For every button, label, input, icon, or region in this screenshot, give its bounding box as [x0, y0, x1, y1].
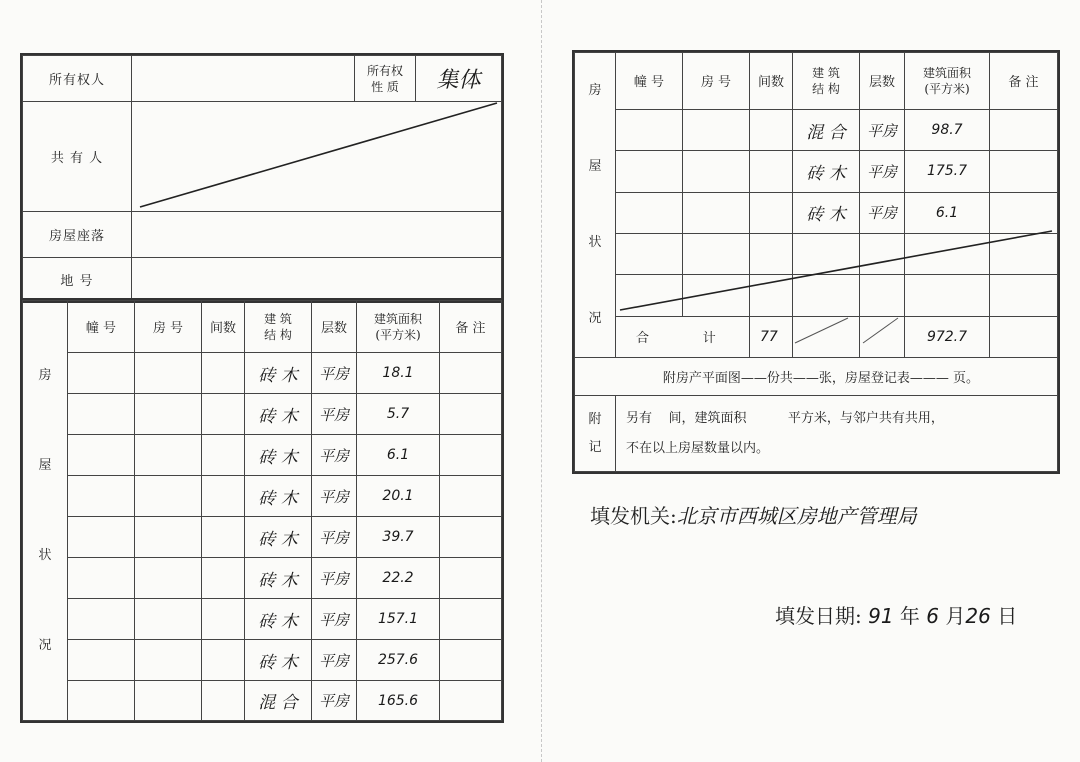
right-section-char: 状	[588, 235, 602, 250]
table-row	[23, 394, 502, 435]
table-row	[23, 558, 502, 599]
left-house-table	[22, 300, 502, 721]
issuer-label: 填发机关:	[590, 504, 677, 528]
date-day-unit: 日	[997, 604, 1018, 628]
header-area-line1: 建筑面积	[922, 65, 971, 80]
row-structure: 砖 木	[245, 476, 312, 517]
total-floors-cell	[860, 316, 905, 357]
left-section-char: 状	[38, 547, 52, 563]
row-structure: 砖 木	[245, 394, 312, 435]
notes-line-1: 另有 间，建筑面积 平方米，与邻户共有共用，	[626, 410, 944, 426]
row-structure: 砖 木	[245, 435, 312, 476]
row-structure: 砖 木	[245, 599, 312, 640]
header-area-line1: 建筑面积	[373, 311, 422, 326]
row-floors: 平房	[860, 109, 905, 150]
location-value	[132, 212, 502, 258]
row-area: 165.6	[357, 681, 440, 721]
lot-value	[132, 258, 502, 301]
table-row	[575, 109, 1058, 150]
left-header-table	[22, 55, 502, 301]
total-label	[616, 316, 750, 357]
total-structure-cell	[793, 316, 860, 357]
row-area: 6.1	[905, 192, 990, 233]
header-floors: 层数	[860, 53, 905, 110]
right-section-char: 屋	[588, 159, 602, 174]
total-label-1: 合	[636, 331, 650, 347]
nature-label-line1: 所有权	[366, 63, 403, 78]
row-area: 98.7	[905, 109, 990, 150]
header-building: 幢 号	[68, 301, 135, 353]
location-label: 房屋座落	[23, 212, 132, 258]
row-structure: 砖 木	[793, 192, 860, 233]
right-house-table	[574, 52, 1058, 472]
date-label: 填发日期:	[775, 604, 862, 628]
row-floors: 平房	[312, 558, 357, 599]
date-year-unit: 年	[899, 604, 920, 628]
header-remarks: 备 注	[440, 301, 502, 353]
right-section-char: 房	[588, 83, 602, 98]
coowner-label: 共 有 人	[23, 102, 132, 212]
page-fold	[541, 0, 542, 762]
notes-text	[616, 396, 1058, 472]
owner-label: 所有权人	[23, 56, 132, 102]
date-year: 91	[868, 604, 894, 628]
row-area: 157.1	[357, 599, 440, 640]
attachment-line: 附房产平面图——份共——张，房屋登记表——— 页。	[575, 358, 1058, 396]
row-structure: 砖 木	[245, 558, 312, 599]
table-row	[23, 640, 502, 681]
nature-value: 集体	[416, 56, 502, 102]
date-month-unit: 月	[945, 604, 966, 628]
row-floors: 平房	[312, 681, 357, 721]
left-section-char: 房	[38, 367, 52, 383]
row-area: 6.1	[357, 435, 440, 476]
row-floors: 平房	[860, 192, 905, 233]
header-structure-line1: 建 筑	[264, 311, 292, 326]
row-floors: 平房	[312, 517, 357, 558]
notes-char: 附	[588, 411, 602, 427]
total-row	[575, 316, 1058, 357]
left-section-char: 况	[38, 637, 52, 653]
nature-label-line2: 性 质	[371, 79, 399, 94]
date-month: 6	[926, 604, 940, 628]
row-structure: 砖 木	[245, 353, 312, 394]
header-structure-line2: 结 构	[812, 81, 840, 96]
notes-label	[575, 396, 616, 472]
table-row	[575, 151, 1058, 192]
row-structure: 混 合	[245, 681, 312, 721]
nature-label	[355, 56, 416, 102]
issuer	[590, 500, 917, 529]
row-area: 18.1	[357, 353, 440, 394]
total-area: 972.7	[905, 316, 990, 357]
header-area	[905, 53, 990, 110]
row-floors: 平房	[312, 435, 357, 476]
table-row	[23, 353, 502, 394]
table-row	[575, 275, 1058, 316]
row-area: 5.7	[357, 394, 440, 435]
row-area: 39.7	[357, 517, 440, 558]
header-structure-line2: 结 构	[264, 327, 292, 342]
left-section-char: 屋	[38, 457, 52, 473]
row-floors: 平房	[312, 640, 357, 681]
left-section-label	[23, 301, 68, 721]
notes-line-2: 不在以上房屋数量以内。	[626, 440, 770, 456]
row-floors: 平房	[312, 394, 357, 435]
table-row	[575, 192, 1058, 233]
row-structure: 砖 木	[793, 151, 860, 192]
header-structure-line1: 建 筑	[812, 65, 840, 80]
header-remarks: 备 注	[990, 53, 1058, 110]
issue-date	[775, 600, 1017, 629]
lot-label: 地 号	[23, 258, 132, 301]
row-area: 175.7	[905, 151, 990, 192]
issuer-value: 北京市西城区房地产管理局	[676, 504, 917, 528]
header-room: 房 号	[135, 301, 202, 353]
table-row	[23, 476, 502, 517]
row-structure: 混 合	[793, 109, 860, 150]
right-section-label	[575, 53, 616, 358]
table-row	[23, 517, 502, 558]
row-structure: 砖 木	[245, 517, 312, 558]
header-rooms: 间数	[750, 53, 793, 110]
row-area: 257.6	[357, 640, 440, 681]
table-row	[23, 435, 502, 476]
header-structure	[793, 53, 860, 110]
row-area: 20.1	[357, 476, 440, 517]
row-floors: 平房	[312, 476, 357, 517]
header-rooms: 间数	[202, 301, 245, 353]
row-floors: 平房	[312, 599, 357, 640]
row-area: 22.2	[357, 558, 440, 599]
row-floors: 平房	[312, 353, 357, 394]
table-row	[23, 681, 502, 721]
owner-value	[132, 56, 355, 102]
header-room: 房 号	[683, 53, 750, 110]
row-floors: 平房	[860, 151, 905, 192]
coowner-value	[132, 102, 502, 212]
notes-char: 记	[588, 439, 602, 455]
table-row	[575, 233, 1058, 274]
row-structure: 砖 木	[245, 640, 312, 681]
date-day: 26	[965, 604, 991, 628]
header-area-line2: (平方米)	[375, 327, 421, 342]
right-section-char: 况	[588, 311, 602, 326]
header-area	[357, 301, 440, 353]
table-row	[23, 599, 502, 640]
header-building: 幢 号	[616, 53, 683, 110]
header-floors: 层数	[312, 301, 357, 353]
total-label-2: 计	[702, 331, 716, 347]
total-rooms: 77	[750, 316, 793, 357]
header-area-line2: (平方米)	[924, 81, 970, 96]
header-structure	[245, 301, 312, 353]
